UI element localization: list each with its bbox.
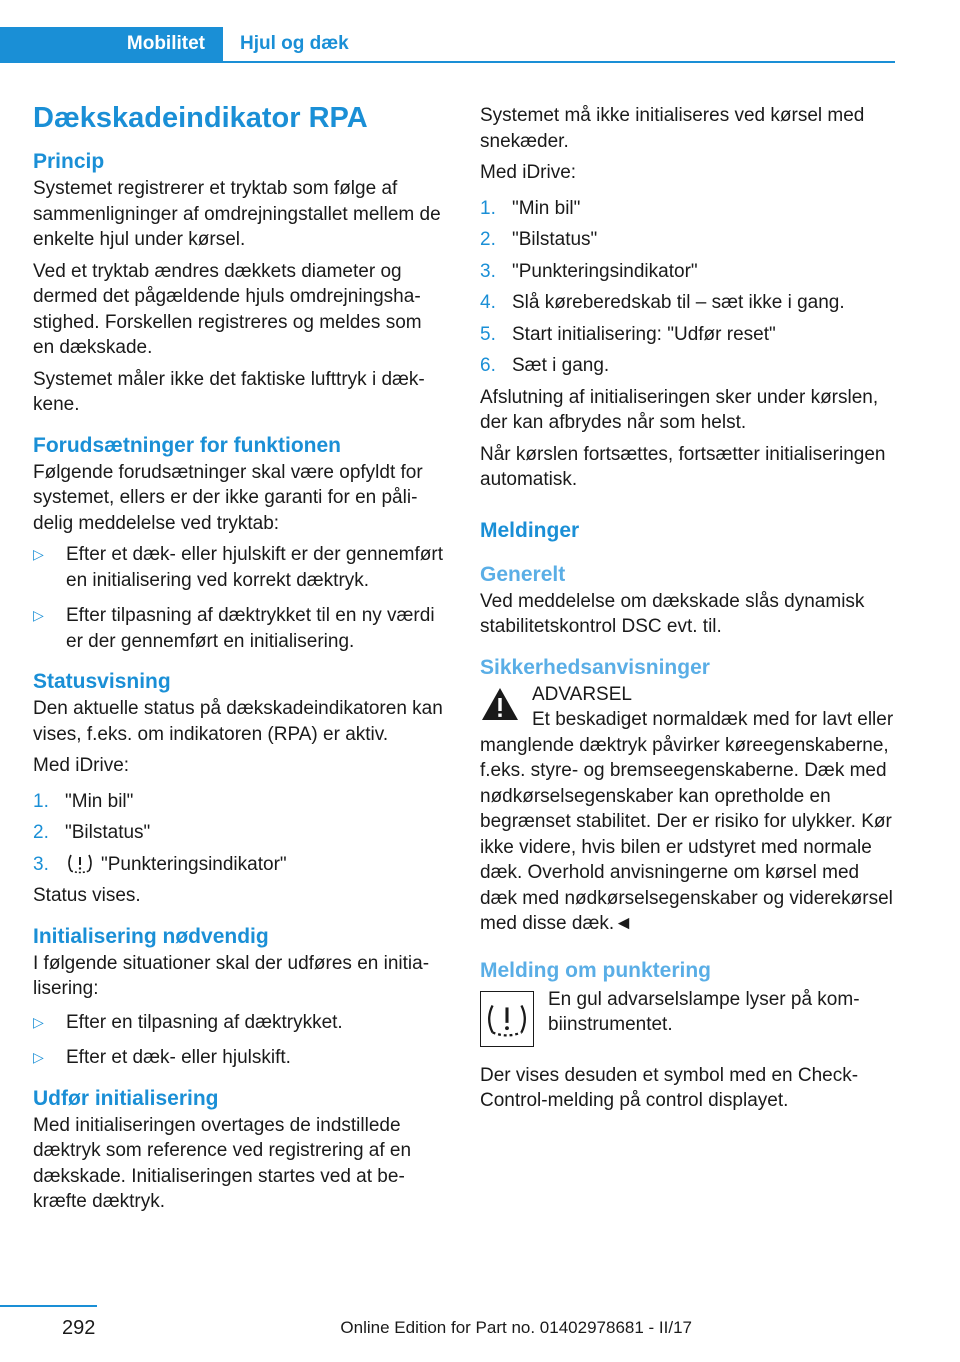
triangle-bullet-icon: ▷: [33, 1049, 44, 1065]
paragraph: Ved meddelelse om dækskade slås dynamisk stabilitetskontrol DSC evt. til.: [480, 590, 865, 637]
tire-warning-icon: [65, 852, 95, 874]
paragraph: Der vises desuden et symbol med en Check-Control-melding på control displayet.: [480, 1064, 859, 1111]
paragraph: Følgende forudsætninger skal være opfyldt for systemet, ellers er der ikke garanti for en pålidelig meddelelse ved tryktab:: [33, 461, 423, 534]
numbered-list: [33, 789, 445, 878]
heading-statusvisning: Statusvisning: [33, 670, 171, 693]
list-item: 6. Sæt i gang.: [480, 355, 610, 376]
paragraph: Status vises.: [33, 885, 141, 906]
tab-mobilitet[interactable]: Mobilitet: [0, 27, 223, 61]
triangle-bullet-icon: ▷: [33, 546, 44, 562]
bullet-list: [33, 542, 445, 654]
list-item: ▷ Efter et dæk- eller hjulskift er der gennemført en initialisering ved korrekt dæktryk.: [33, 542, 445, 593]
page-title: Dækskadeindikator RPA: [33, 102, 368, 134]
heading-sikkerhedsanvisninger: Sikkerhedsanvisninger: [480, 655, 710, 679]
heading-initialisering-noedvendig: Initialisering nødvendig: [33, 924, 269, 948]
list-item: 4. Slå køreberedskab til – sæt ikke i gang.: [480, 292, 845, 313]
flat-tire-warning-lamp-icon: [480, 991, 534, 1047]
heading-meldinger: Meldinger: [480, 518, 580, 542]
warning-block: [480, 682, 895, 943]
list-item: 3. "Punkteringsindikator": [33, 853, 287, 875]
left-column: [33, 100, 445, 1221]
paragraph: Systemet måler ikke det faktiske lufttryk i dækkene.: [33, 368, 425, 415]
bullet-list: [33, 1010, 445, 1071]
list-item: 2. "Bilstatus": [480, 229, 598, 250]
edition-text: Online Edition for Part no. 01402978681 - II/17: [340, 1318, 692, 1337]
list-item: ▷ Efter tilpasning af dæktrykket til en ny værdi er der gennemført en initialisering.: [33, 603, 445, 654]
triangle-bullet-icon: ▷: [33, 1013, 44, 1030]
tab-hjul-og-daek[interactable]: Hjul og dæk: [240, 33, 349, 54]
list-item: ▷ Efter en tilpasning af dæktrykket.: [33, 1010, 445, 1036]
list-item: 1. "Min bil": [480, 197, 581, 219]
warning-text: Et beskadiget normaldæk med for lavt eller manglende dæktryk påvirker køreegenskaberne, f.eks. styre- og bremseegenskaberne. Dæk med nødkørselsegenskaber kan opretholde en begrænset stabilitet. Der er risiko for ulykker. Kør ikke videre, hvis bilen er udstyret med normale dæk. Overhold anvisningerne om kørsel med dæk med nødkørselsegenskaber og viderekørsel med disse dæk.◄: [480, 709, 894, 934]
list-item: 5. Start initialisering: "Udfør reset": [480, 323, 776, 345]
paragraph: Systemet registrerer et tryktab som følge af sammenligninger af omdrejningstallet mellem de enkelte hjul under kørsel.: [33, 178, 441, 250]
paragraph: Ved et tryktab ændres dækkets diameter og dermed det pågældende hjuls omdrejningshastighed. Forskellen registreres og meldes som en dækskade.: [33, 260, 422, 358]
list-item: ▷ Efter et dæk- eller hjulskift.: [33, 1045, 445, 1071]
triangle-bullet-icon: ▷: [33, 607, 44, 623]
numbered-list: [480, 196, 895, 379]
heading-princip: Princip: [33, 150, 105, 173]
footer-line: [0, 1305, 97, 1307]
heading-generelt: Generelt: [480, 562, 566, 586]
paragraph: Afslutning af initialiseringen sker under kørslen, der kan afbrydes når som helst.: [480, 386, 879, 433]
warning-label: ADVARSEL: [532, 683, 632, 705]
paragraph: Med initialiseringen overtages de indstillede dæktryk som reference ved registrering af en dækskade. Initialiseringen startes ved at bekræfte dæktryk.: [33, 1114, 412, 1212]
paragraph: Systemet må ikke initialiseres ved kørsel med snekæder.: [480, 105, 865, 152]
list-item: 3. "Punkteringsindikator": [480, 260, 698, 282]
paragraph: En gul advarselslampe lyser på kombiinstrumentet.: [548, 988, 860, 1035]
heading-forudsaetninger: Forudsætninger for funktionen: [33, 433, 341, 457]
paragraph: Når kørslen fortsættes, fortsætter initialiseringen automatisk.: [480, 443, 886, 490]
heading-melding-om-punktering: Melding om punktering: [480, 958, 711, 982]
paragraph: Den aktuelle status på dækskadeindikatoren kan vises, f.eks. om indikatoren (RPA) er aktiv.: [33, 698, 443, 745]
flat-tire-block: [480, 987, 895, 1053]
header-bar: [0, 27, 895, 63]
list-item: 2. "Bilstatus": [33, 822, 151, 843]
heading-udfoer-initialisering: Udfør initialisering: [33, 1086, 219, 1110]
page-number: 292: [62, 1317, 96, 1339]
right-column: [480, 103, 895, 1120]
paragraph: I følgende situationer skal der udføres en initialisering:: [33, 952, 430, 999]
warning-triangle-icon: [480, 686, 520, 722]
paragraph: Med iDrive:: [33, 755, 130, 776]
list-item: 1. "Min bil": [33, 790, 134, 812]
paragraph: Med iDrive:: [480, 162, 577, 183]
